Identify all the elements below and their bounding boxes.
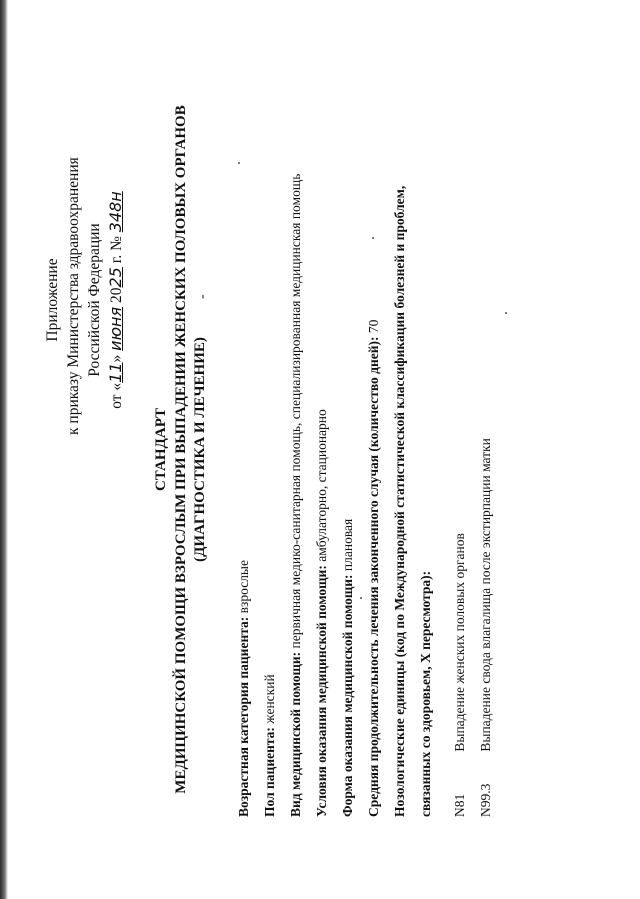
form-value: плановая (340, 518, 355, 572)
nosology-heading (392, 186, 408, 817)
care-conditions (314, 409, 330, 817)
conditions-label: Условия оказания медицинской помощи: (314, 565, 329, 817)
scan-speck (360, 597, 362, 599)
sex-value: женский (262, 674, 277, 724)
icd-name: Выпадение женских половых органов (452, 533, 467, 752)
appendix-order: к приказу Министерства здравоохранения (65, 157, 82, 435)
nosology-label-line2: связанных со здоровьем, X пересмотра): (418, 570, 433, 817)
care-type-value: первичная медико-санитарная помощь, специализированная медицинская помощь (288, 173, 303, 649)
scan-speck (372, 237, 374, 239)
treatment-duration (366, 320, 382, 817)
date-year-suffix: 25 (106, 267, 125, 288)
age-label: Возрастная категория пациента: (236, 616, 251, 817)
date-mid: » (108, 354, 125, 363)
scan-speck (238, 162, 240, 164)
care-type (288, 174, 304, 817)
scan-speck (505, 312, 507, 314)
number-prefix: № (108, 232, 125, 255)
standard-subtitle: (ДИАГНОСТИКА И ЛЕЧЕНИЕ) (192, 337, 208, 562)
date-year-prefix: 20 (108, 287, 125, 303)
conditions-value: амбулаторно, стационарно (314, 409, 329, 562)
date-month: июня (106, 306, 125, 351)
nosology-row (452, 533, 468, 817)
appendix-title: Приложение (44, 258, 61, 342)
appendix-date-line (105, 165, 127, 435)
scan-edge (0, 0, 8, 899)
icd-name: Выпадение свода влагалища после экстирпации матки (478, 438, 493, 752)
nosology-heading-cont (418, 571, 434, 817)
age-value: взрослые (236, 560, 251, 614)
patient-sex (262, 674, 278, 817)
stray-dash: - (195, 294, 210, 299)
icd-code: N99.3 (478, 783, 493, 817)
order-number: 348н (106, 191, 125, 233)
care-form (340, 519, 356, 817)
appendix-block (42, 157, 127, 435)
standard-title: МЕДИЦИНСКОЙ ПОМОЩИ ВЗРОСЛЫМ ПРИ ВЫПАДЕНИИ ЖЕНСКИХ ПОЛОВЫХ ОРГАНОВ (173, 105, 189, 794)
form-label: Форма оказания медицинской помощи: (340, 574, 355, 817)
icd-code: N81 (452, 793, 467, 817)
sex-label: Пол пациента: (262, 727, 277, 817)
duration-label: Средняя продолжительность лечения законченного случая (количество дней): (366, 336, 381, 817)
nosology-label-line1: Нозологические единицы (код по Международной статистической классификации болезней и проблем, (392, 185, 407, 817)
date-prefix: от « (108, 382, 125, 409)
date-day: 11 (106, 362, 125, 383)
appendix-ministry: Российской Федерации (86, 223, 103, 377)
duration-value: 70 (366, 319, 381, 334)
age-category (236, 560, 252, 817)
nosology-row (478, 438, 494, 817)
date-year-end: г. (108, 254, 125, 268)
standard-heading: СТАНДАРТ (153, 407, 169, 492)
care-type-label: Вид медицинской помощи: (288, 651, 303, 817)
